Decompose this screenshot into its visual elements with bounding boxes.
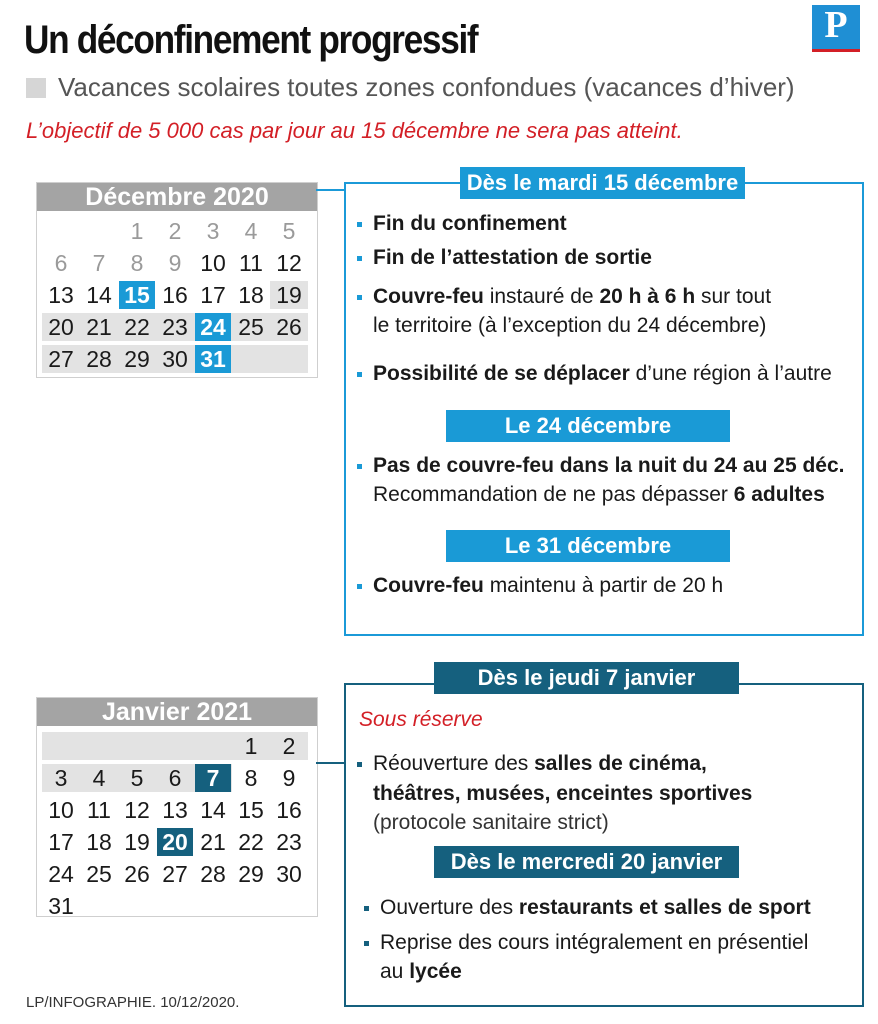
calendar-day-5: 5: [130, 765, 144, 791]
banner-15-decembre: Dès le mardi 15 décembre: [460, 167, 745, 199]
calendar-day-16: 16: [162, 282, 188, 308]
le-parisien-logo-icon: P: [812, 5, 860, 49]
bullet-icon: [357, 295, 362, 300]
calendar-day-21: 21: [86, 314, 112, 340]
bullet-icon: [357, 372, 362, 377]
calendar-day-19: 19: [124, 829, 150, 855]
item-continuation: [373, 780, 752, 808]
january-calendar: [36, 697, 318, 917]
calendar-day-12: 12: [124, 797, 150, 823]
item-bold: Pas de couvre-feu dans la nuit du 24 au 25 déc.: [373, 454, 845, 477]
banner-31-decembre: Le 31 décembre: [446, 530, 730, 562]
connector-line: [316, 189, 344, 191]
calendar-day-7: 7: [195, 764, 231, 792]
calendar-day-31: 31: [48, 893, 74, 919]
item-text: Fin du confinement: [373, 212, 567, 235]
list-item: [373, 572, 723, 600]
legend-label: Vacances scolaires: [58, 72, 281, 102]
item-text: au: [380, 960, 410, 983]
calendar-day-26: 26: [276, 314, 302, 340]
list-item: [373, 750, 707, 778]
sous-reserve-label: Sous réserve: [359, 708, 483, 731]
item-bold: restaurants et salles de sport: [518, 896, 811, 919]
item-bold: Couvre-feu: [373, 574, 484, 597]
calendar-day-24: 24: [195, 313, 231, 341]
calendar-day-13: 13: [48, 282, 74, 308]
calendar-day-30: 30: [162, 346, 188, 372]
december-calendar-title: Décembre 2020: [37, 183, 317, 211]
calendar-day-22: 22: [124, 314, 150, 340]
calendar-day-13: 13: [162, 797, 188, 823]
item-bold: Possibilité de se déplacer: [373, 362, 630, 385]
calendar-day-23: 23: [276, 829, 302, 855]
banner-7-janvier: Dès le jeudi 7 janvier: [434, 662, 739, 694]
calendar-day-30: 30: [276, 861, 302, 887]
legend-swatch-icon: [26, 78, 46, 98]
calendar-day-6: 6: [54, 250, 68, 276]
calendar-day-18: 18: [86, 829, 112, 855]
calendar-day-17: 17: [200, 282, 226, 308]
connector-line: [316, 762, 344, 764]
calendar-day-2: 2: [168, 218, 182, 244]
list-item: [373, 244, 652, 272]
item-continuation: [380, 958, 462, 986]
calendar-day-4: 4: [244, 218, 258, 244]
list-item: [373, 283, 771, 311]
calendar-day-14: 14: [200, 797, 226, 823]
item-bold: Couvre-feu: [373, 285, 484, 308]
calendar-day-1: 1: [244, 733, 258, 759]
calendar-day-8: 8: [244, 765, 258, 791]
calendar-day-23: 23: [162, 314, 188, 340]
bullet-icon: [364, 941, 369, 946]
item-continuation: [373, 312, 766, 340]
calendar-day-6: 6: [168, 765, 182, 791]
calendar-day-29: 29: [238, 861, 264, 887]
calendar-day-19: 19: [276, 282, 302, 308]
legend-text: toutes zones confondues (vacances d’hiver): [280, 72, 795, 102]
calendar-day-12: 12: [276, 250, 302, 276]
item-bold: salles de cinéma,: [534, 752, 707, 775]
warning-text: L’objectif de 5 000 cas par jour au 15 décembre ne sera pas atteint.: [26, 118, 683, 143]
item-text: Réouverture des: [373, 752, 535, 775]
calendar-day-1: 1: [130, 218, 144, 244]
bullet-icon: [357, 256, 362, 261]
calendar-day-7: 7: [92, 250, 106, 276]
calendar-day-3: 3: [206, 218, 220, 244]
calendar-day-10: 10: [200, 250, 226, 276]
calendar-day-15: 15: [238, 797, 264, 823]
calendar-day-26: 26: [124, 861, 150, 887]
legend: [26, 72, 795, 103]
credit-line: LP/INFOGRAPHIE. 10/12/2020.: [26, 994, 240, 1011]
banner-24-decembre: Le 24 décembre: [446, 410, 730, 442]
calendar-day-29: 29: [124, 346, 150, 372]
page-title: Un déconfinement progressif: [24, 18, 478, 62]
item-text: Recommandation de ne pas dépasser: [373, 483, 734, 506]
item-bold: 6 adultes: [733, 483, 825, 506]
calendar-day-11: 11: [239, 250, 263, 276]
calendar-day-22: 22: [238, 829, 264, 855]
calendar-day-4: 4: [92, 765, 106, 791]
calendar-day-28: 28: [86, 346, 112, 372]
item-text: Ouverture des: [380, 896, 519, 919]
list-item: [373, 452, 845, 480]
item-text: sur tout: [695, 285, 772, 308]
calendar-day-27: 27: [162, 861, 188, 887]
calendar-day-24: 24: [48, 861, 74, 887]
bullet-icon: [357, 584, 362, 589]
calendar-day-10: 10: [48, 797, 74, 823]
bullet-icon: [357, 222, 362, 227]
calendar-day-16: 16: [276, 797, 302, 823]
calendar-day-9: 9: [282, 765, 296, 791]
calendar-day-2: 2: [282, 733, 296, 759]
calendar-day-18: 18: [238, 282, 264, 308]
calendar-day-5: 5: [282, 218, 296, 244]
item-text: Fin de l’attestation de sortie: [373, 246, 652, 269]
item-text: (protocole sanitaire strict): [373, 811, 609, 834]
bullet-icon: [357, 762, 362, 767]
calendar-day-8: 8: [130, 250, 144, 276]
december-calendar: [36, 182, 318, 378]
calendar-day-31: 31: [195, 345, 231, 373]
calendar-day-28: 28: [200, 861, 226, 887]
item-text: maintenu à partir de 20 h: [483, 574, 724, 597]
calendar-day-9: 9: [168, 250, 182, 276]
item-bold: lycée: [409, 960, 462, 983]
item-text: d’une région à l’autre: [629, 362, 832, 385]
calendar-day-14: 14: [86, 282, 112, 308]
calendar-day-20: 20: [157, 828, 193, 856]
item-bold: théâtres, musées, enceintes sportives: [373, 782, 753, 805]
calendar-day-21: 21: [200, 829, 226, 855]
item-bold: 20 h à 6 h: [599, 285, 696, 308]
banner-20-janvier: Dès le mercredi 20 janvier: [434, 846, 739, 878]
calendar-day-15: 15: [119, 281, 155, 309]
bullet-icon: [364, 906, 369, 911]
item-continuation: [373, 481, 825, 509]
list-item: [380, 894, 811, 922]
calendar-day-3: 3: [54, 765, 68, 791]
item-text: le territoire (à l’exception du 24 décembre): [373, 314, 767, 337]
item-text: instauré de: [483, 285, 600, 308]
list-item: [373, 210, 567, 238]
calendar-day-25: 25: [238, 314, 264, 340]
calendar-day-11: 11: [87, 797, 111, 823]
item-text: Reprise des cours intégralement en présentiel: [380, 931, 809, 954]
list-item: [373, 360, 832, 388]
calendar-day-25: 25: [86, 861, 112, 887]
calendar-day-20: 20: [48, 314, 74, 340]
calendar-day-27: 27: [48, 346, 74, 372]
january-calendar-title: Janvier 2021: [37, 698, 317, 726]
calendar-day-17: 17: [48, 829, 74, 855]
bullet-icon: [357, 464, 362, 469]
list-item: [380, 929, 808, 957]
item-continuation: [373, 809, 609, 837]
